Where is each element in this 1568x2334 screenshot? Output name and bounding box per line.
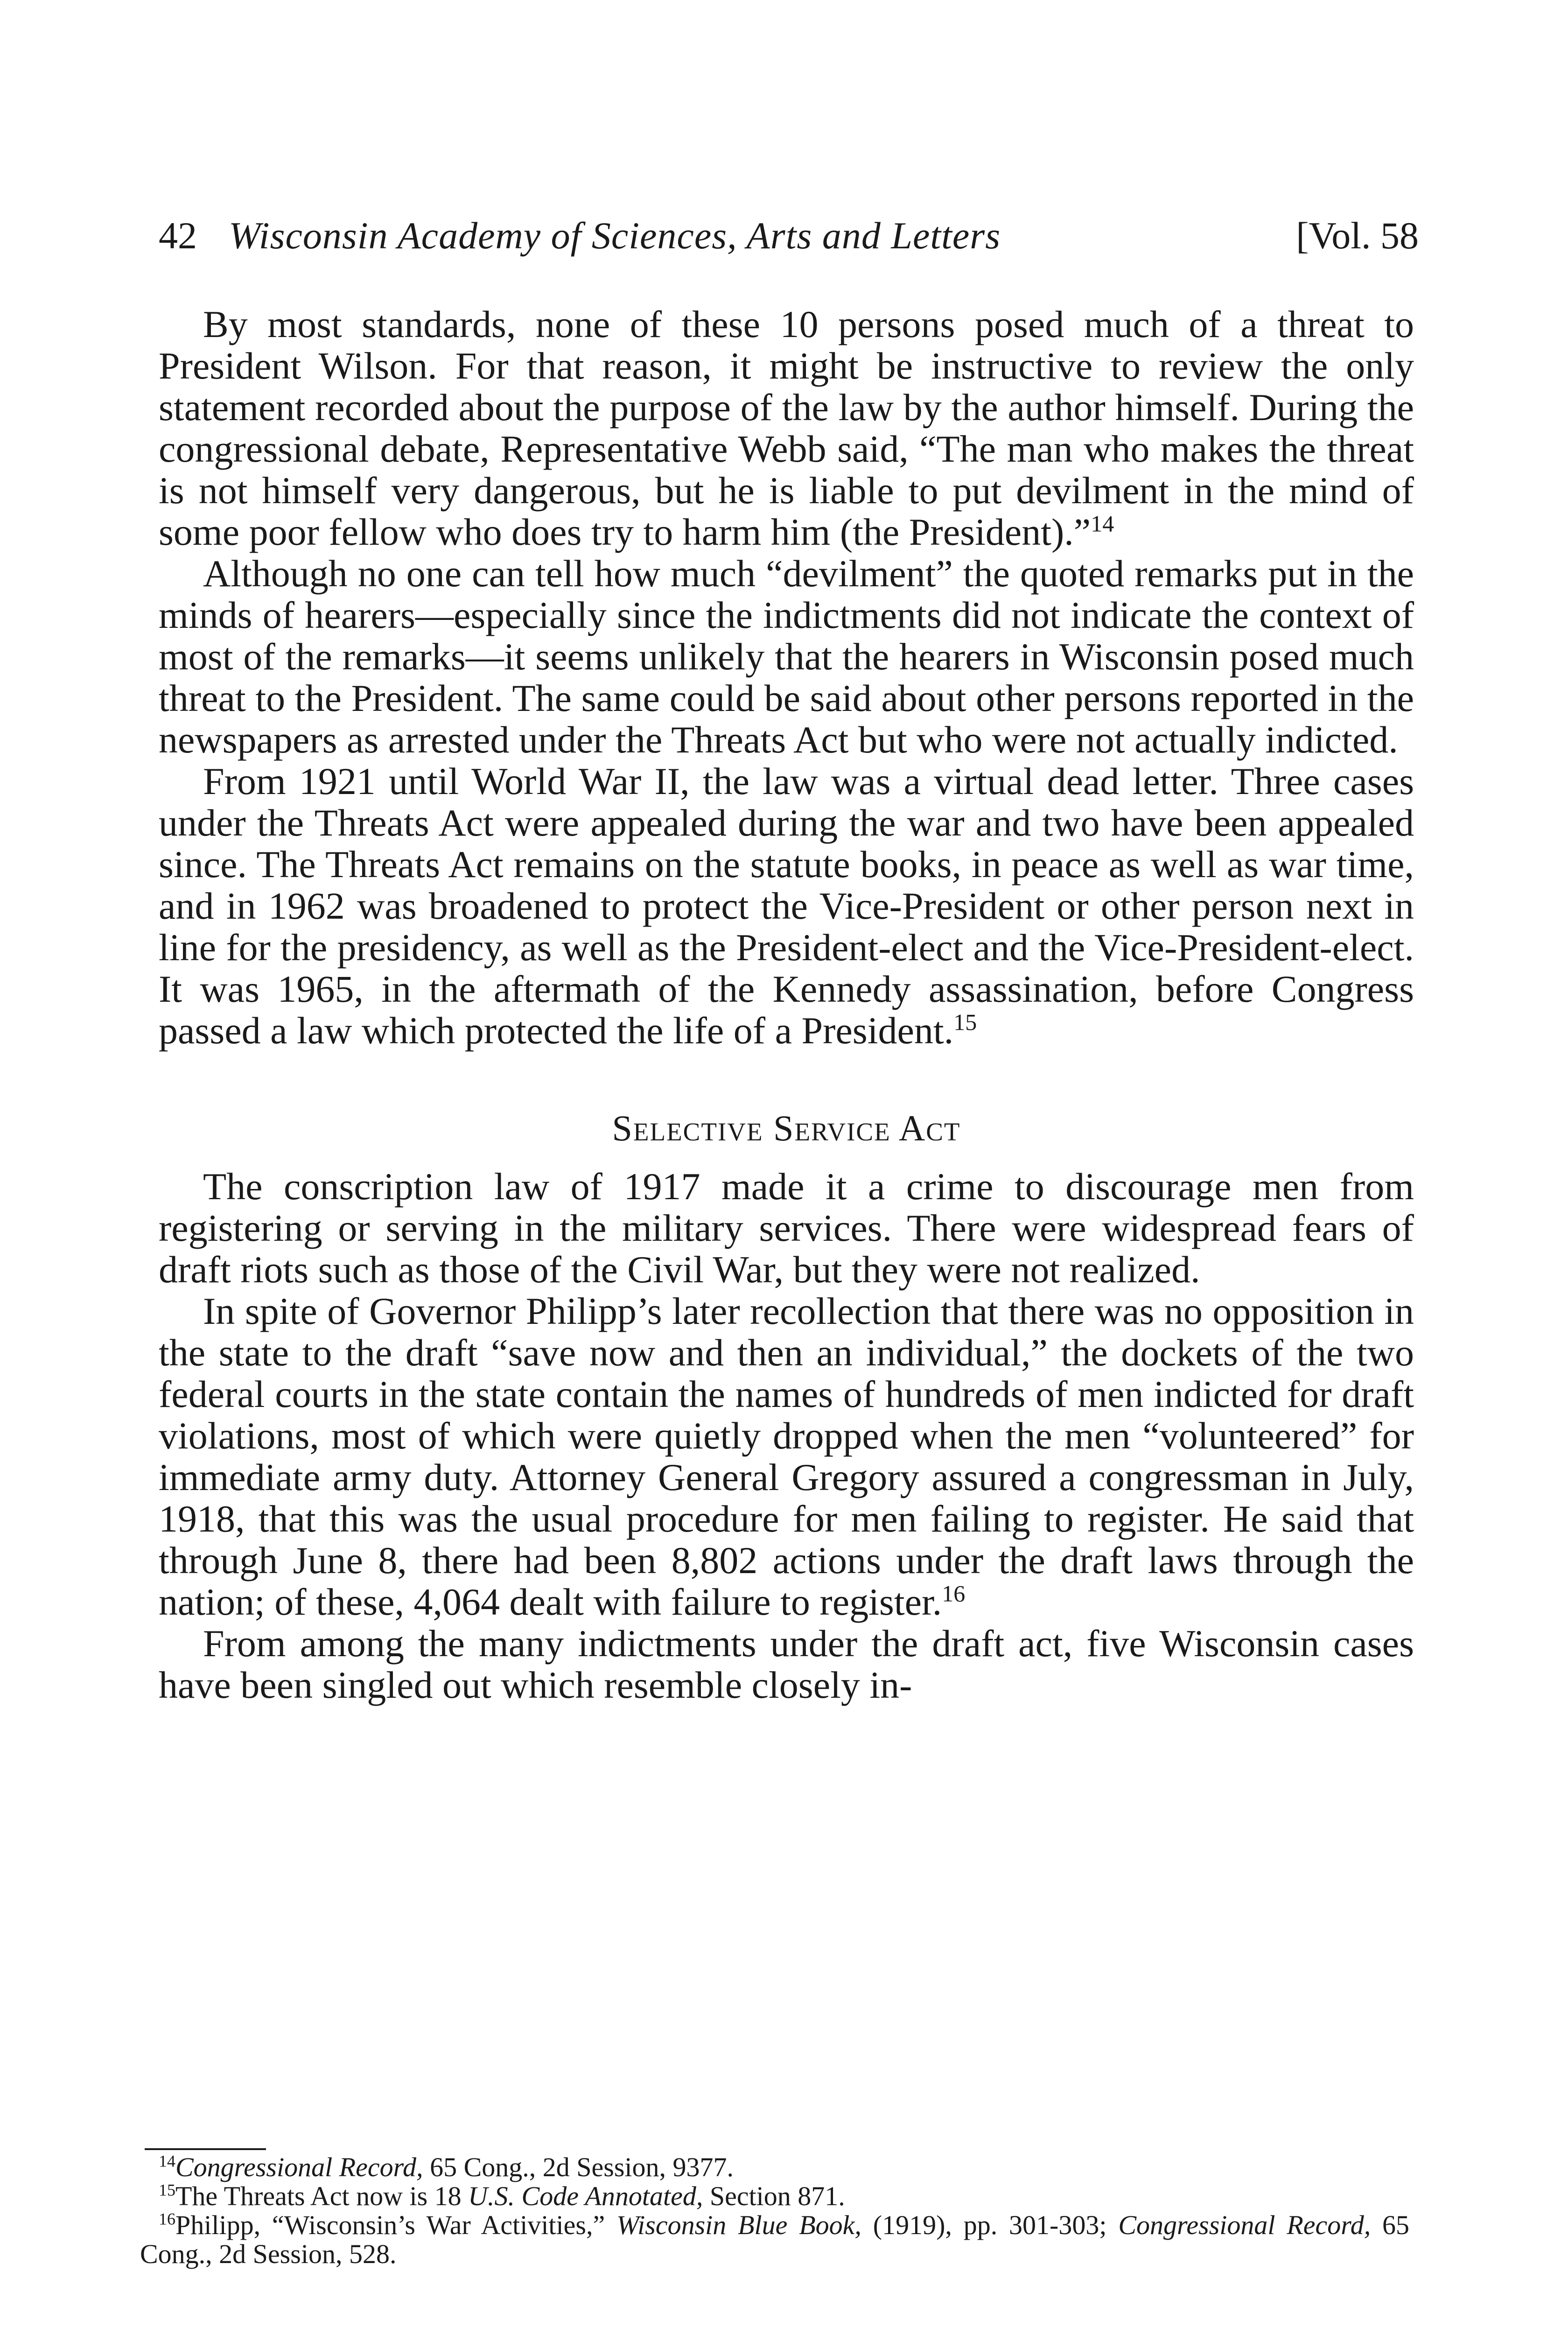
section-heading: Selective Service Act xyxy=(612,1108,961,1148)
footnote-ref: 16 xyxy=(942,1580,966,1607)
footnote-divider xyxy=(145,2148,266,2150)
footnote-source-title: Wisconsin Blue Book, xyxy=(616,2210,861,2240)
footnote-ref: 14 xyxy=(1091,510,1114,537)
footnote-source-title: Congressional Record, xyxy=(175,2152,423,2182)
paragraph xyxy=(159,760,1414,1051)
article-body xyxy=(159,303,1414,1706)
footnote-text: Philipp, “Wisconsin’s War Activities,” xyxy=(175,2210,617,2240)
paragraph-text: From among the many indictments under the draft act, five Wisconsin cases have been singled out which resemble closely in- xyxy=(159,1622,1414,1706)
footnotes xyxy=(140,2153,1409,2269)
paragraph xyxy=(159,553,1414,760)
footnote-source-title: U.S. Code Annotated, xyxy=(468,2181,703,2211)
footnote-number: 16 xyxy=(159,2209,175,2229)
footnote-16 xyxy=(140,2211,1409,2269)
paragraph xyxy=(159,303,1414,553)
paragraph xyxy=(159,1290,1414,1623)
footnote-text: 65 Cong., 2d Session, 9377. xyxy=(423,2152,734,2182)
footnote-source-title: Congressional Record, xyxy=(1118,2210,1371,2240)
page-number: 42 xyxy=(159,214,197,257)
paragraph xyxy=(159,1166,1414,1290)
footnote-ref: 15 xyxy=(953,1009,977,1035)
paragraph-text: The conscription law of 1917 made it a crime to discourage men from registering or serving in the military services. There were widespread fears of draft riots such as those of the Civil War, but they were not realized. xyxy=(159,1165,1414,1291)
paragraph-text: In spite of Governor Philipp’s later recollection that there was no opposition in the state to the draft “save now and then an individual,” the dockets of the two federal courts in the state contain the names of hundreds of men indicted for draft violations, most of which were quietly dropped when the men “volunteered” for immediate army duty. Attorney General Gregory assured a congressman in July, 1918, that this was the usual procedure for men failing to register. He said that through June 8, there had been 8,802 actions under the draft laws through the nation; of these, 4,064 dealt with failure to register. xyxy=(159,1290,1414,1623)
footnote-number: 14 xyxy=(159,2151,175,2171)
paragraph-text: From 1921 until World War II, the law was a virtual dead letter. Three cases under the Threats Act were appealed during the war and two have been appealed since. The Threats Act remains on the statute books, in peace as well as war time, and in 1962 was broadened to protect the Vice-President or other person next in line for the presidency, as well as the President-elect and the Vice-President-elect. It was 1965, in the aftermath of the Kennedy assassination, before Congress passed a law which protected the life of a President. xyxy=(159,760,1414,1052)
footnote-text: Section 871. xyxy=(703,2181,845,2211)
paragraph-text: By most standards, none of these 10 persons posed much of a threat to President Wilson. For that reason, it might be instructive to review the only statement recorded about the purpose of the law by the author himself. During the congressional debate, Representative Webb said, “The man who makes the threat is not himself very dangerous, but he is liable to put devilment in the mind of some poor fellow who does try to harm him (the President).” xyxy=(159,303,1414,553)
footnote-text: 65 Cong., 2d Session, 528. xyxy=(140,2210,1410,2269)
volume-label: [Vol. 58 xyxy=(1296,214,1419,257)
running-head xyxy=(159,212,1419,259)
footnote-number: 15 xyxy=(159,2180,175,2200)
footnote-15 xyxy=(140,2182,1409,2211)
footnote-14 xyxy=(140,2153,1409,2182)
journal-title: Wisconsin Academy of Sciences, Arts and Letters xyxy=(229,214,1001,257)
footnote-text: (1919), pp. 301-303; xyxy=(861,2210,1119,2240)
paragraph-text: Although no one can tell how much “devilment” the quoted remarks put in the minds of hearers—especially since the indictments did not indicate the context of most of the remarks—it seems unlikely that the hearers in Wisconsin posed much threat to the President. The same could be said about other persons reported in the newspapers as arrested under the Threats Act but who were not actually indicted. xyxy=(159,552,1414,761)
footnote-text: The Threats Act now is 18 xyxy=(175,2181,469,2211)
paragraph xyxy=(159,1623,1414,1706)
